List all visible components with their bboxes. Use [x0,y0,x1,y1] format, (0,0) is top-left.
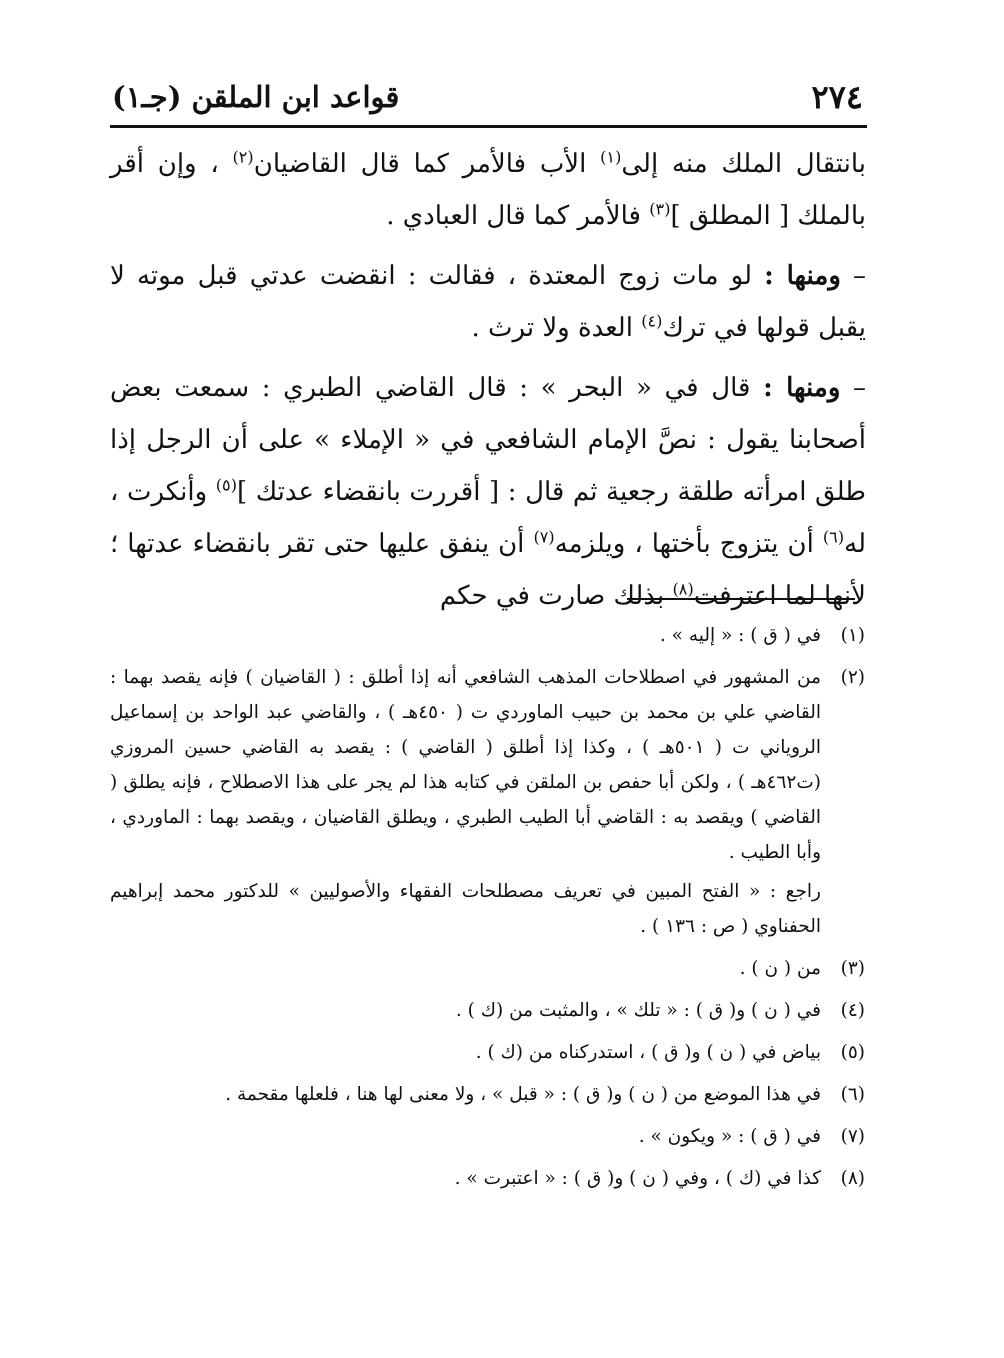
footnote-ref-5: (٥) [215,475,237,495]
footnote [110,618,865,653]
footnote-number: (٢) [840,667,865,688]
footnote-reference: راجع : « الفتح المبين في تعريف مصطلحات الفقهاء والأصوليين » للدكتور محمد إبراهيم الحفناوي ( ص : ١٣٦ ) . [110,881,821,937]
footnote-text: في ( ق ) : « إليه » . [659,625,821,646]
footnote-text: في هذا الموضع من ( ن ) و( ق ) : « قبل » ، ولا معنى لها هنا ، فلعلها مقحمة . [225,1084,821,1105]
footnotes [110,618,865,1203]
footnote-number: (٣) [840,958,865,979]
footnote-ref-1: (١) [600,147,622,167]
footnote [110,1077,865,1112]
footnote [110,951,865,986]
footnote-ref-8: (٨) [672,579,694,599]
paragraph-2: – ومنها : لو مات زوج المعتدة ، فقالت : انقضت عدتي قبل موته لا يقبل قولها في ترك$^{(٤)}$ العدة ولا ترث . [110,261,867,343]
footnote-text: من المشهور في اصطلاحات المذهب الشافعي أنه إذا أطلق : ( القاضيان ) فإنه يقصد بهما : القاضي علي بن محمد بن حبيب الماوردي ت ( ٤٥٠هـ ) ، والقاضي عبد الواحد بن إسماعيل الروياني ت ( ٥٠١هـ ) ، وكذا إذا أطلق ( القاضي ) : يقصد به القاضي حسين المروزي (ت٤٦٢هـ ) ، ولكن أبا حفص بن الملقن في كتابه هذا لم يجر على هذا الاصطلاح ، فإنه يطلق ( القاضي ) ويقصد به : القاضي أبا الطيب الطبري ، ويطلق القاضيان ، ويقصد بهما : الماوردي ، وأبا الطيب . [110,667,821,863]
footnote-text: بياض في ( ن ) و( ق ) ، استدركناه من (ك ) . [475,1042,821,1063]
footnote-text: في ( ن ) و( ق ) : « تلك » ، والمثبت من (ك ) . [455,1000,821,1021]
paragraph-1: بانتقال الملك منه إلى$^{(١)}$ الأب فالأمر كما قال القاضيان$^{(٢)}$ ، وإن أقر بالملك [ المطلق ]$^{(٣)}$ فالأمر كما قال العبادي . [110,147,866,231]
page-header [110,72,865,126]
paragraph-lead: ومنها : [764,261,841,291]
footnote-text: من ( ن ) . [739,958,821,979]
footnote [110,1119,865,1154]
footnote-ref-6: (٦) [822,527,845,547]
footnote-text: كذا في (ك ) ، وفي ( ن ) و( ق ) : « اعتبرت » . [454,1168,821,1189]
footnote-ref-2: (٢) [232,147,254,167]
paragraph-lead: ومنها : [763,373,841,403]
footnote-number: (٧) [840,1126,865,1147]
footnote-number: (٨) [840,1168,865,1189]
footnote [110,993,865,1028]
page-number: ٢٧٤ [811,78,863,116]
footnote [110,660,865,944]
footnote [110,1161,865,1196]
footnote-text: في ( ق ) : « ويكون » . [638,1126,821,1147]
footnote-number: (٦) [840,1084,865,1105]
footnote-number: (١) [840,625,865,646]
footnote-ref-4: (٤) [641,311,663,331]
footnote-separator [627,598,855,600]
footnote-ref-7: (٧) [533,527,555,547]
main-text [110,138,866,630]
running-title: قواعد ابن الملقن (جـ١) [112,80,400,114]
footnote-number: (٥) [840,1042,865,1063]
footnote [110,1035,865,1070]
paragraph-3: – ومنها : قال في « البحر » : قال القاضي الطبري : سمعت بعض أصحابنا يقول : نصَّ الإمام الشافعي في « الإملاء » على أن الرجل إذا طلق امرأته طلقة رجعية ثم قال : [ أقررت بانقضاء عدتك ]$^{(٥)}$ وأنكرت ، له$^{(٦)}$ أن يتزوج بأختها ، ويلزمه$^{(٧)}$ أن ينفق عليها حتى تقر بانقضاء عدتها ؛ لأنها لما اعترفت$^{(٨)}$ بذلك صارت في حكم [110,373,867,611]
header-rule [110,125,867,128]
footnote-number: (٤) [840,1000,865,1021]
footnote-ref-3: (٣) [649,199,671,219]
